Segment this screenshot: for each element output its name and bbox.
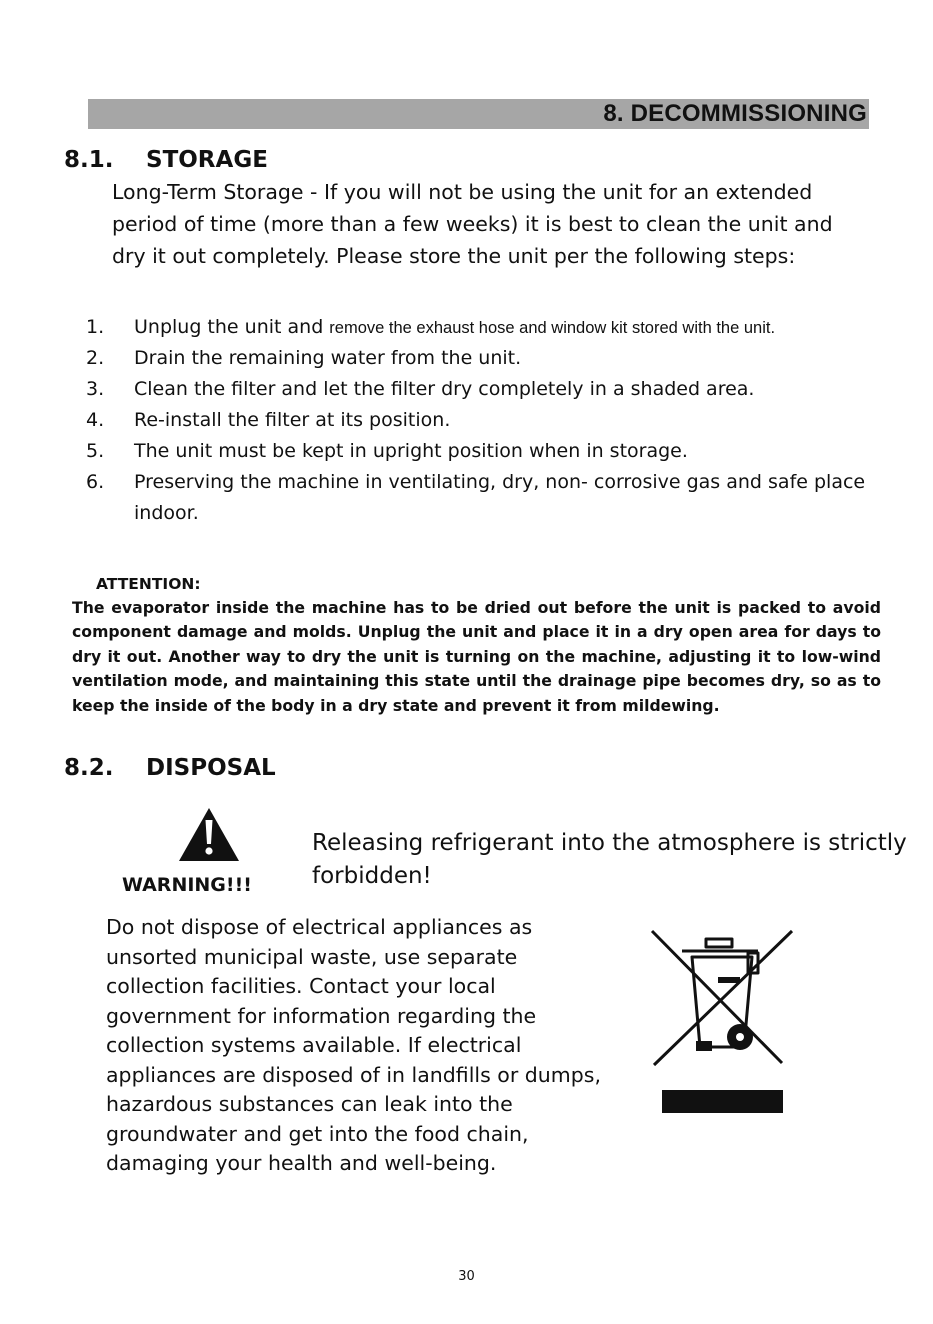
- storage-step: [84, 343, 884, 374]
- warning-triangle-icon: [178, 806, 240, 862]
- storage-intro: Long-Term Storage - If you will not be using the unit for an extended period of time (more than a few weeks) it is best to clean the unit and dry it out completely. Please store the unit per the following steps:: [112, 180, 833, 268]
- storage-section-number: 8.1.: [64, 147, 114, 173]
- step-number: 1.: [86, 316, 105, 338]
- step-number: 6.: [86, 471, 105, 493]
- disposal-section-title: DISPOSAL: [146, 755, 276, 781]
- step-text: Preserving the machine in ventilating, dry, non- corrosive gas and safe place indoor.: [134, 471, 866, 524]
- step-text: Re-install the filter at its position.: [134, 409, 451, 431]
- storage-step: [84, 467, 884, 529]
- weee-solid-bar: [662, 1090, 783, 1113]
- step-number: 3.: [86, 378, 105, 400]
- storage-step: [84, 436, 884, 467]
- step-number: 2.: [86, 347, 105, 369]
- step-text-continued: remove the exhaust hose and window kit stored with the unit.: [329, 319, 776, 337]
- warning-label: WARNING!!!: [122, 874, 252, 896]
- step-text: Drain the remaining water from the unit.: [134, 347, 522, 369]
- step-number: 4.: [86, 409, 105, 431]
- disposal-text: Do not dispose of electrical appliances as unsorted municipal waste, use separate collection facilities. Contact your local government for information regarding the collection systems available. If electrical appliances are disposed of in landfills or dumps, hazardous substances can leak into the groundwater and get into the food chain, damaging your health and well-being.: [106, 915, 601, 1175]
- chapter-header-bar: [88, 99, 869, 129]
- step-number: 5.: [86, 440, 105, 462]
- storage-section-title: STORAGE: [146, 147, 268, 173]
- storage-step: [84, 312, 884, 343]
- storage-steps-list: [84, 312, 884, 529]
- storage-step: [84, 405, 884, 436]
- chapter-title: 8. DECOMMISSIONING: [603, 100, 867, 127]
- page-number: 30: [458, 1269, 475, 1284]
- crossed-out-wheeled-bin-icon: [648, 929, 794, 1069]
- attention-label: ATTENTION:: [96, 575, 201, 593]
- step-text: Unplug the unit and: [134, 316, 330, 338]
- step-text: The unit must be kept in upright position when in storage.: [134, 440, 688, 462]
- attention-text: The evaporator inside the machine has to be dried out before the unit is packed to avoid component damage and molds. Unplug the unit and place it in a dry open area for days to dry it out. Another way to dry the unit is turning on the machine, adjusting it to low-wind ventilation mode, and maintaining this state until the drainage pipe becomes dry, so as to keep the inside of the body in a dry state and prevent it from mildewing.: [72, 598, 881, 715]
- warning-text: Releasing refrigerant into the atmosphere is strictly forbidden!: [312, 830, 907, 889]
- step-text: Clean the filter and let the filter dry completely in a shaded area.: [134, 378, 755, 400]
- disposal-section-number: 8.2.: [64, 755, 114, 781]
- storage-step: [84, 374, 884, 405]
